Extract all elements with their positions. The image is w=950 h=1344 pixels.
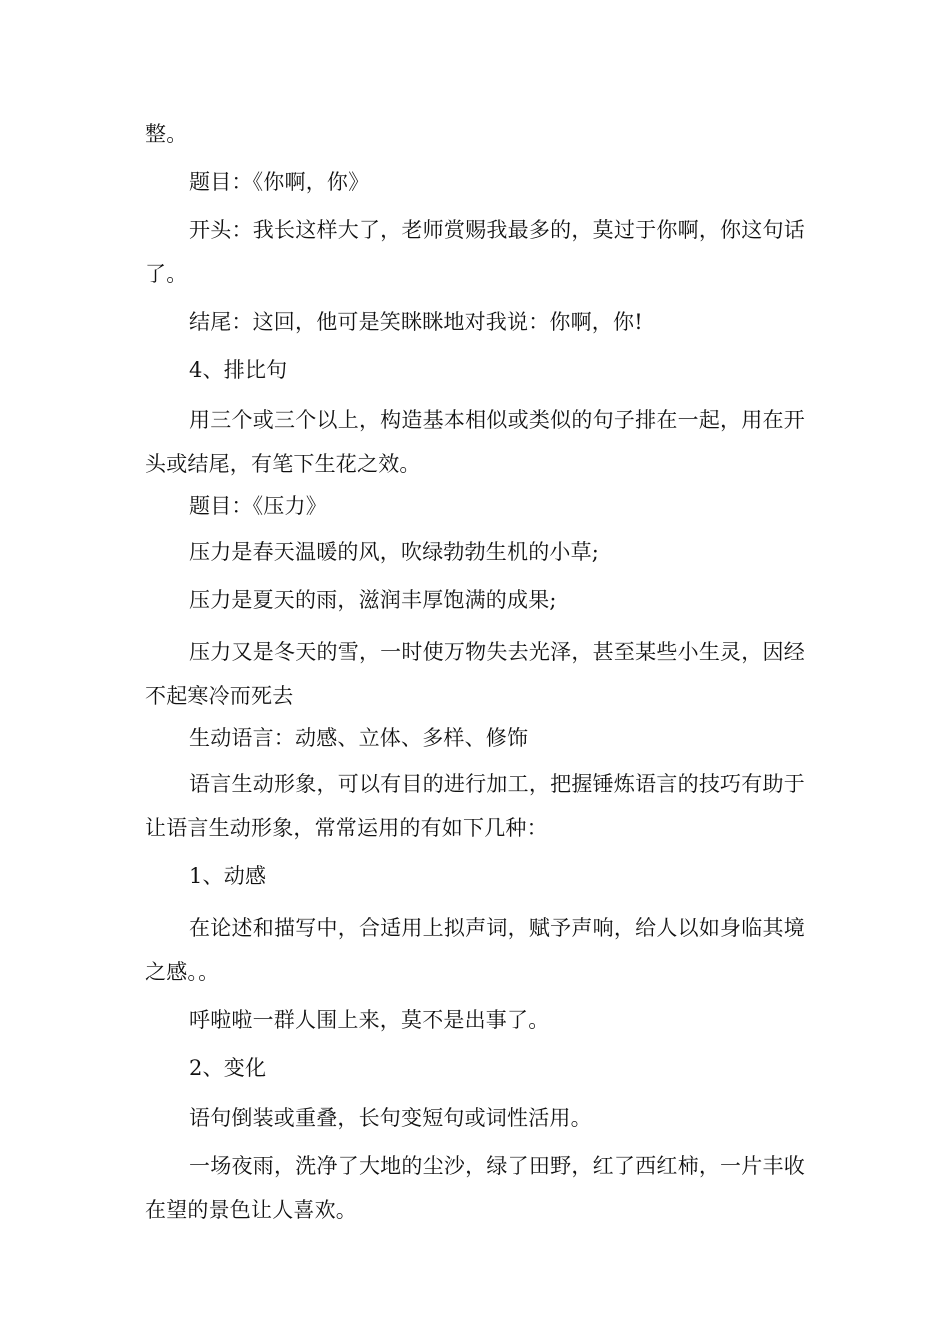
paragraph-continuation: 整。 [145, 122, 188, 146]
subsection-heading-variation: 2、变化 [189, 1056, 267, 1080]
paragraph-dynamic-example: 呼啦啦一群人围上来，莫不是出事了。 [189, 1008, 550, 1032]
paragraph-title-ni-a: 题目：《你啊，你》 [189, 170, 370, 194]
paragraph-parallelism-explanation: 用三个或三个以上，构造基本相似或类似的句子排在一起，用在开头或结尾，有笔下生花之效。 [145, 408, 805, 476]
subsection-heading-dynamic: 1、动感 [189, 864, 267, 888]
paragraph-vivid-language-explanation: 语言生动形象，可以有目的进行加工，把握锤炼语言的技巧有助于让语言生动形象，常常运用的有如下几种： [145, 772, 805, 840]
paragraph-dynamic-explanation: 在论述和描写中，合适用上拟声词，赋予声响，给人以如身临其境之感。。 [145, 916, 805, 984]
document-body [145, 112, 805, 1232]
paragraph-pressure-summer: 压力是夏天的雨，滋润丰厚饱满的成果; [189, 588, 557, 612]
section-heading-vivid-language: 生动语言：动感、立体、多样、修饰 [189, 726, 529, 750]
paragraph-ending-example: 结尾：这回，他可是笑眯眯地对我说：你啊，你! [189, 310, 643, 334]
paragraph-title-pressure: 题目：《压力》 [189, 494, 327, 518]
paragraph-opening-example: 开头：我长这样大了，老师赏赐我最多的，莫过于你啊，你这句话了。 [145, 218, 805, 286]
section-heading-parallelism: 4、排比句 [189, 358, 288, 382]
paragraph-pressure-spring: 压力是春天温暖的风，吹绿勃勃生机的小草; [189, 540, 600, 564]
paragraph-variation-example: 一场夜雨，洗净了大地的尘沙，绿了田野，红了西红柿，一片丰收在望的景色让人喜欢。 [145, 1154, 805, 1222]
paragraph-variation-explanation: 语句倒装或重叠，长句变短句或词性活用。 [189, 1106, 592, 1130]
paragraph-pressure-winter: 压力又是冬天的雪，一时使万物失去光泽，甚至某些小生灵，因经不起寒冷而死去 [145, 640, 805, 708]
